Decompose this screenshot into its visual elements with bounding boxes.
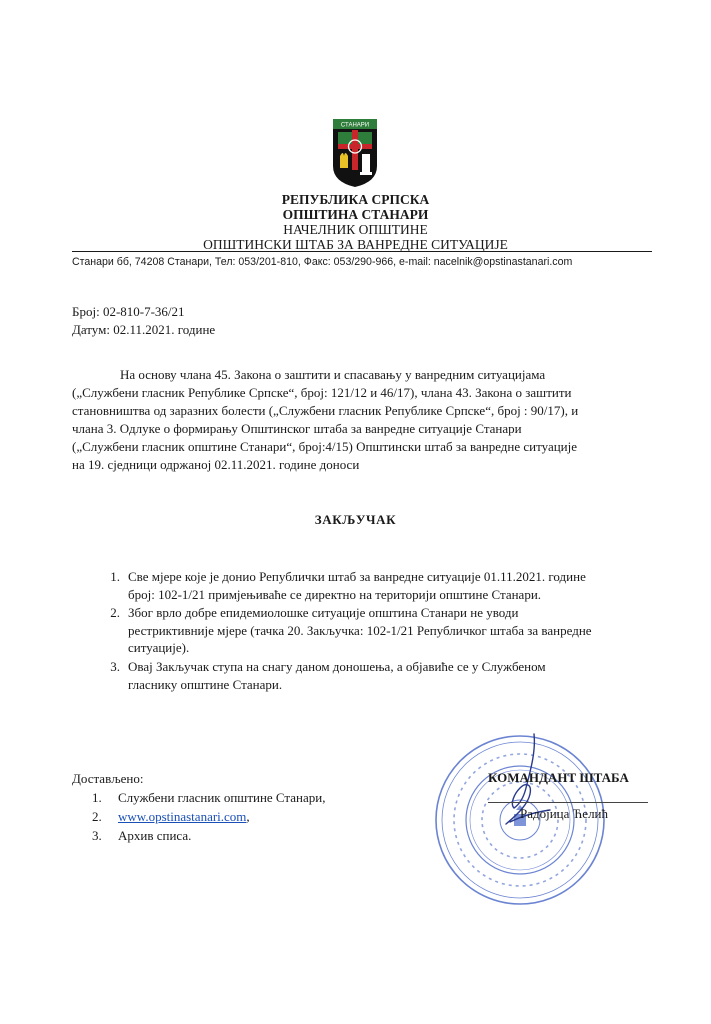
letterhead-divider xyxy=(72,251,652,252)
letterhead-municipality: ОПШТИНА СТАНАРИ xyxy=(282,207,429,222)
conclusion-line: рестриктивније мјере (тачка 20. Закључка: 102-1/21 Републичког штаба за ванредне xyxy=(128,622,592,638)
letterhead-staff: ОПШТИНСКИ ШТАБ ЗА ВАНРЕДНЕ СИТУАЦИЈЕ xyxy=(203,237,508,252)
conclusion-line: ситуације). xyxy=(128,640,190,656)
intro-line: становништва од заразних болести („Службени гласник Републике Српске“, број : 90/17), и xyxy=(72,403,579,418)
conclusion-item xyxy=(100,568,660,603)
delivered-number: 2. xyxy=(92,809,102,824)
conclusion-item xyxy=(100,658,660,693)
contact-line: Станари бб, 74208 Станари, Тел: 053/201-810, Факс: 053/290-966, e-mail: nacelnik@opstinastanari.com xyxy=(72,256,573,268)
document-heading: ЗАКЉУЧАК xyxy=(314,512,397,527)
letterhead-mayor: НАЧЕЛНИК ОПШТИНЕ xyxy=(283,222,428,237)
delivered-label: Достављено: xyxy=(72,771,144,786)
conclusion-line: Због врло добре епидемиолошке ситуације општина Станари не уводи xyxy=(128,605,519,621)
delivered-item xyxy=(92,807,325,826)
letterhead xyxy=(0,192,711,253)
conclusion-number: 3. xyxy=(110,658,120,674)
reference-block xyxy=(72,303,215,339)
intro-line: („Службени гласник општине Станари“, број:4/15) Општински штаб за ванредне ситуације xyxy=(72,439,578,454)
delivered-text: Архив списа. xyxy=(118,828,192,843)
delivered-number: 1. xyxy=(92,790,102,805)
delivered-item xyxy=(92,826,325,845)
website-link[interactable]: www.opstinastanari.com xyxy=(118,809,247,824)
intro-paragraph xyxy=(72,366,654,474)
coat-of-arms xyxy=(332,118,378,188)
signer-name: Радојица Ћелић xyxy=(520,806,609,821)
intro-line: члана 3. Одлуке о формирању Општинског штаба за ванредне ситуације Станари xyxy=(72,421,522,436)
delivered-item xyxy=(92,788,325,807)
signature-line xyxy=(488,802,648,803)
intro-line: („Службени гласник Републике Српске“, број: 121/12 и 46/17), члана 43. Закона о заштити xyxy=(72,385,572,400)
delivered-list xyxy=(92,788,325,845)
delivered-text: Службени гласник општине Станари, xyxy=(118,790,326,805)
reference-number: Број: 02-810-7-36/21 xyxy=(72,304,185,319)
reference-date: Датум: 02.11.2021. године xyxy=(72,322,216,337)
conclusion-line: Све мјере које је донио Републички штаб за ванредне ситуације 01.11.2021. године xyxy=(128,569,586,584)
coat-banner-text: СТАНАРИ xyxy=(340,122,370,129)
handwritten-signature xyxy=(470,732,580,842)
intro-line: На основу члана 45. Закона о заштити и спасавању у ванредним ситуацијама xyxy=(120,367,546,382)
conclusion-line: број: 102-1/21 примјењиваће се директно на територији општине Станари. xyxy=(128,586,542,602)
conclusion-line: гласнику општине Станари. xyxy=(128,676,283,692)
conclusion-number: 2. xyxy=(110,605,120,621)
conclusions-list xyxy=(100,568,660,694)
conclusion-item xyxy=(100,604,660,657)
intro-line: на 19. сједници одржаној 02.11.2021. године доноси xyxy=(72,457,360,472)
delivered-suffix: , xyxy=(246,809,250,824)
letterhead-republic: РЕПУБЛИКА СРПСКА xyxy=(281,192,430,207)
delivered-number: 3. xyxy=(92,828,102,843)
conclusion-line: Овај Закључак ступа на снагу даном доношења, а објавиће се у Службеном xyxy=(128,658,546,674)
conclusion-number: 1. xyxy=(110,569,120,584)
commander-title: КОМАНДАНТ ШТАБА xyxy=(488,770,629,785)
